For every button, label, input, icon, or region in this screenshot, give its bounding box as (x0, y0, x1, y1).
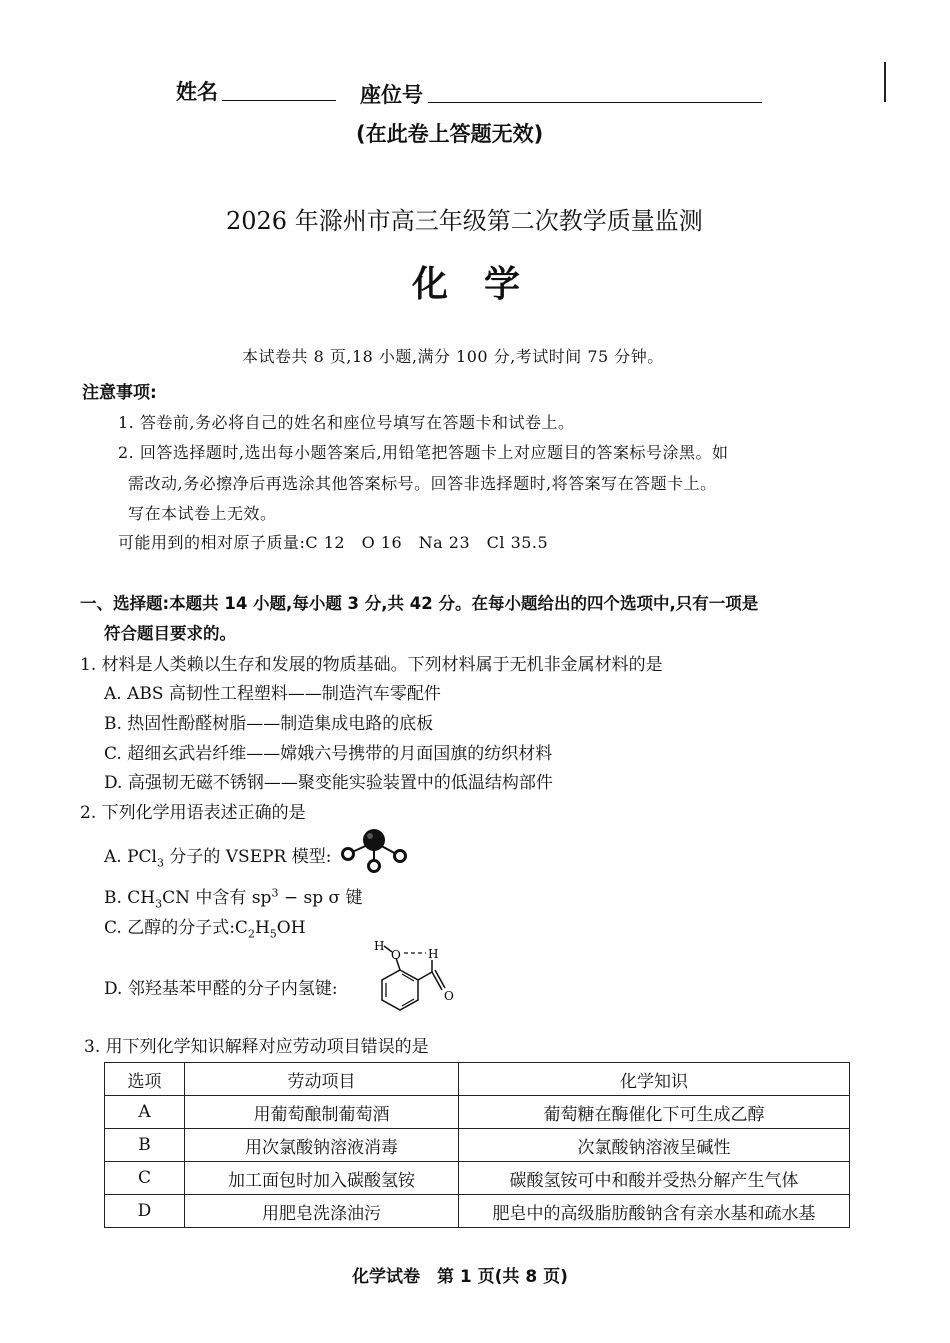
q3-stem: 3. 用下列化学知识解释对应劳动项目错误的是 (84, 1037, 429, 1057)
atom-o1: O (391, 948, 401, 962)
q2-stem: 2. 下列化学用语表述正确的是 (80, 803, 306, 823)
table-row (105, 1162, 850, 1195)
q3-table (104, 1062, 850, 1228)
table-cell: 加工面包时加入碳酸氢铵 (185, 1162, 459, 1195)
table-row (105, 1195, 850, 1228)
q2-option-d: D. 邻羟基苯甲醛的分子内氢键: (104, 979, 338, 999)
table-cell: 葡萄糖在酶催化下可生成乙醇 (459, 1096, 850, 1129)
atomic-mass-note: 可能用到的相对原子质量:C 12 O 16 Na 23 Cl 35.5 (118, 533, 549, 552)
q2-option-a (104, 842, 331, 869)
atom-h1: H (374, 939, 385, 953)
name-blank (222, 100, 336, 101)
q1-option-a: A. ABS 高韧性工程塑料——制造汽车零配件 (104, 684, 441, 704)
notice-item-2: 2. 回答选择题时,选出每小题答案后,用铅笔把答题卡上对应题目的答案标号涂黑。如 (118, 443, 729, 462)
seat-blank (428, 102, 762, 103)
q2-b-sub: 3 (155, 897, 163, 911)
table-header-row (105, 1063, 850, 1096)
table-cell: C (105, 1162, 185, 1195)
seat-label: 座位号 (360, 83, 423, 107)
q2-b-sup: 3 (271, 886, 279, 900)
q2-c-suffix: OH (276, 918, 306, 938)
q2-b-suffix: − sp σ 键 (278, 888, 363, 908)
q2-option-b (104, 883, 363, 910)
table-cell: 次氯酸钠溶液呈碱性 (459, 1129, 850, 1162)
name-label: 姓名 (176, 80, 218, 104)
q2-b-mid: CN 中含有 sp (162, 888, 272, 908)
exam-info: 本试卷共 8 页,18 小题,满分 100 分,考试时间 75 分钟。 (242, 347, 664, 366)
q2-c-sub2: 5 (269, 927, 277, 941)
table-cell: A (105, 1096, 185, 1129)
table-cell: 用肥皂洗涤油污 (185, 1195, 459, 1228)
q1-option-d: D. 高强韧无磁不锈钢——聚变能实验装置中的低温结构部件 (104, 773, 553, 793)
q2-a-prefix: A. PCl (104, 847, 157, 867)
table-cell: 肥皂中的高级脂肪酸钠含有亲水基和疏水基 (459, 1195, 850, 1228)
q1-stem: 1. 材料是人类赖以生存和发展的物质基础。下列材料属于无机非金属材料的是 (80, 655, 663, 675)
notice-item-1: 1. 答卷前,务必将自己的姓名和座位号填写在答题卡和试卷上。 (118, 413, 575, 432)
table-cell: D (105, 1195, 185, 1228)
q2-c-prefix: C. 乙醇的分子式:C (104, 918, 248, 938)
q2-a-sub: 3 (156, 856, 164, 870)
table-row (105, 1129, 850, 1162)
exam-title: 2026 年滁州市高三年级第二次教学质量监测 (226, 207, 703, 235)
table-header: 选项 (105, 1063, 185, 1096)
q2-c-sub1: 2 (247, 927, 255, 941)
table-row (105, 1096, 850, 1129)
table-cell: 用葡萄酿制葡萄酒 (185, 1096, 459, 1129)
atom-o2: O (444, 989, 454, 1003)
page-edge-mark (884, 62, 886, 102)
table-cell: 碳酸氢铵可中和酸并受热分解产生气体 (459, 1162, 850, 1195)
vsepr-model-icon (340, 826, 412, 876)
section1-heading-cont: 符合题目要求的。 (104, 624, 236, 643)
table-header: 化学知识 (459, 1063, 850, 1096)
table-cell: B (105, 1129, 185, 1162)
notice-item-2-end: 写在本试卷上无效。 (128, 504, 277, 523)
q1-option-b: B. 热固性酚醛树脂——制造集成电路的底板 (104, 714, 434, 734)
q2-b-prefix: B. CH (104, 888, 156, 908)
q1-option-c: C. 超细玄武岩纤维——嫦娥六号携带的月面国旗的纺织材料 (104, 744, 553, 764)
table-header: 劳动项目 (185, 1063, 459, 1096)
page-footer: 化学试卷 第 1 页(共 8 页) (352, 1267, 568, 1287)
table-cell: 用次氯酸钠溶液消毒 (185, 1129, 459, 1162)
subject-title: 化 学 (412, 264, 521, 305)
q2-c-mid: H (254, 918, 270, 938)
atom-h2: H (428, 947, 439, 961)
notice-heading: 注意事项: (82, 383, 157, 403)
q2-option-c (104, 913, 306, 940)
section1-heading: 一、选择题:本题共 14 小题,每小题 3 分,共 42 分。在每小题给出的四个选项中,只有一项是 (80, 594, 759, 613)
hydrogen-bond-structure-icon (370, 938, 460, 1020)
invalid-note: (在此卷上答题无效) (356, 122, 544, 146)
q2-a-suffix: 分子的 VSEPR 模型: (163, 847, 332, 867)
notice-item-2-cont: 需改动,务必擦净后再选涂其他答案标号。回答非选择题时,将答案写在答题卡上。 (128, 474, 717, 493)
